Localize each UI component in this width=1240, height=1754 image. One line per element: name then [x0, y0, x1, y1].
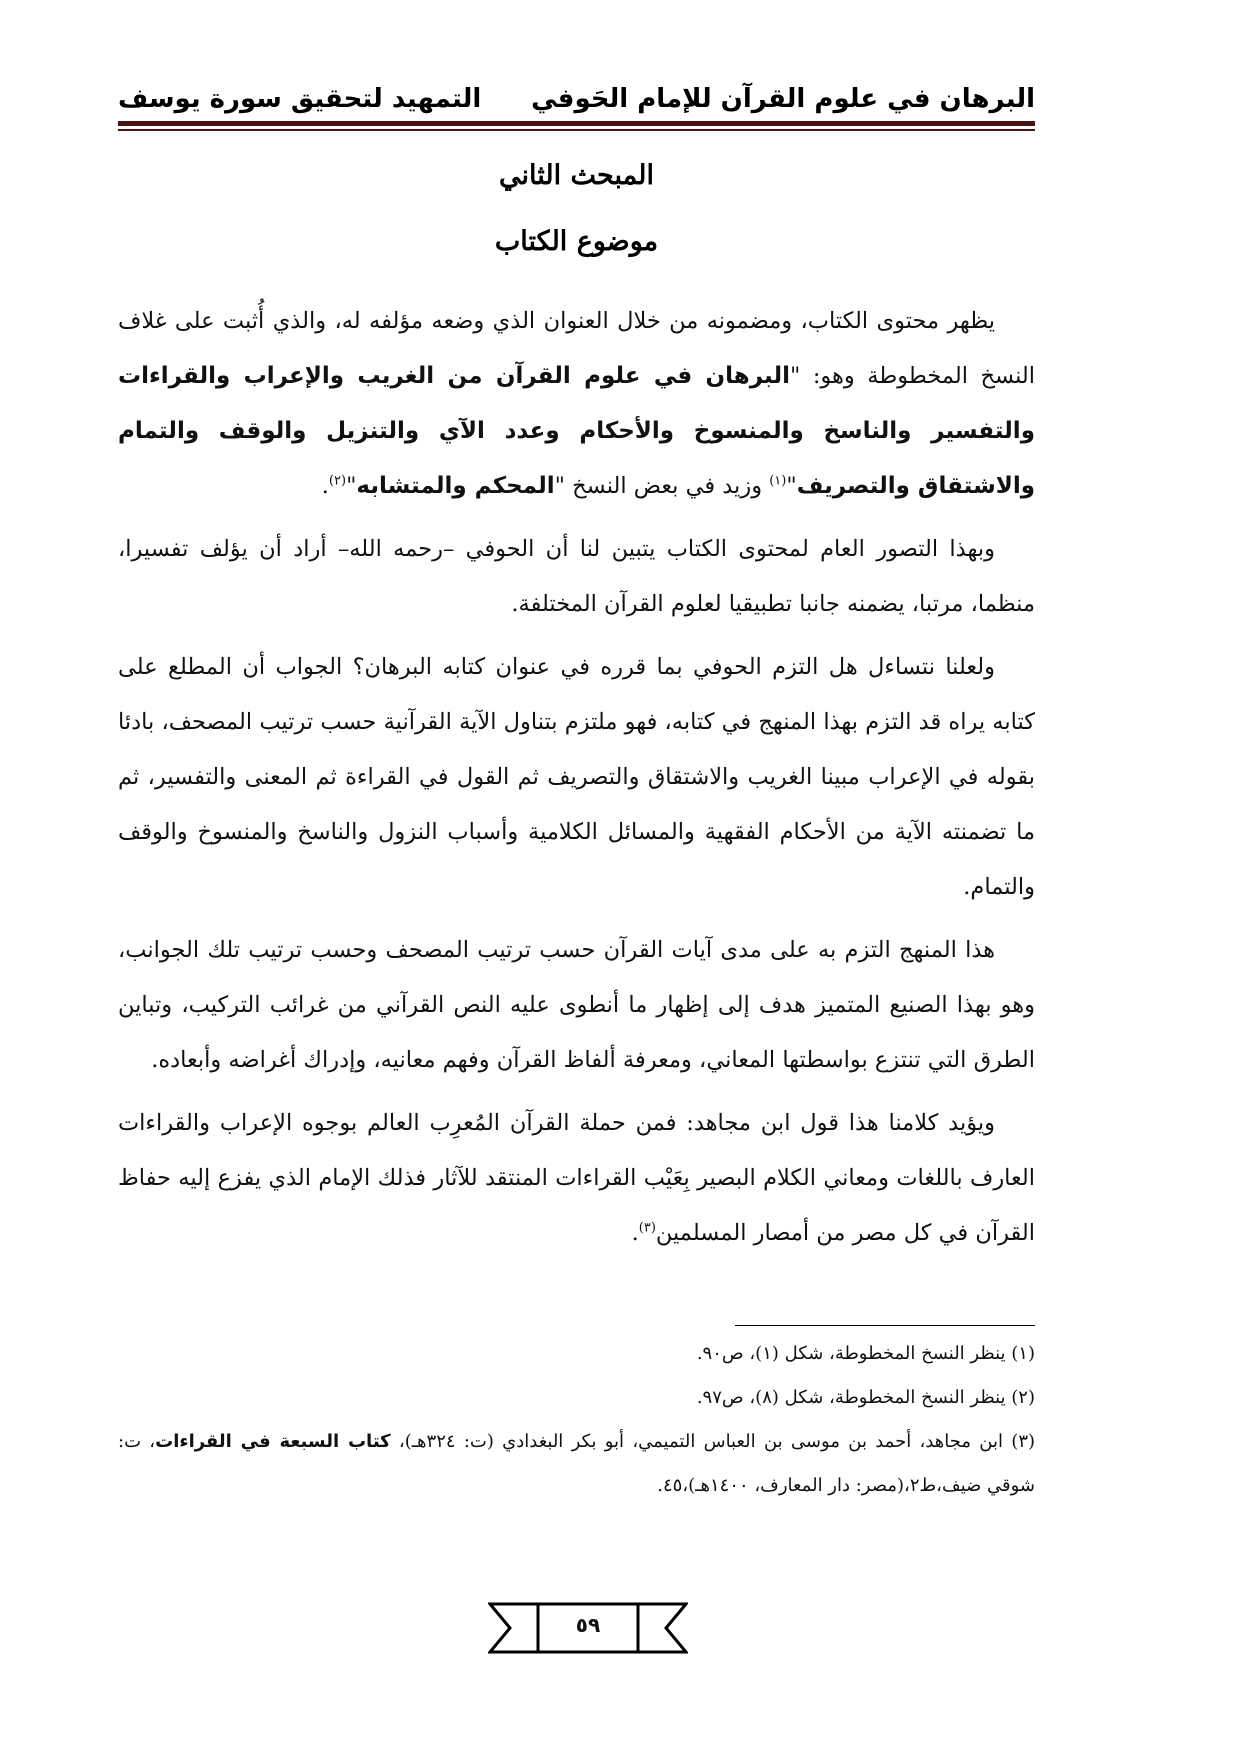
paragraph-5: [118, 1096, 1035, 1261]
footnote-1: (١) ينظر النسخ المخطوطة، شكل (١)، ص٩٠.: [696, 1343, 1035, 1364]
header-rule-thin: [118, 129, 1035, 131]
p1-middle: وزيد في بعض النسخ ": [554, 473, 770, 499]
footnote-3-book-title: كتاب السبعة في القراءات: [155, 1431, 391, 1452]
footnote-ref-3[interactable]: (٣): [638, 1220, 656, 1236]
p1-quote-close: ": [786, 473, 797, 499]
footnote-3-start: (٣) ابن مجاهد، أحمد بن موسى بن العباس التميمي، أبو بكر البغدادي (ت: ٣٢٤هـ)،: [390, 1431, 1036, 1452]
paragraph-3: ولعلنا نتساءل هل التزم الحوفي بما قرره في عنوان كتابه البرهان؟ الجواب أن المطلع على كتابه يراه قد التزم بهذا المنهج في كتابه، فهو ملتزم بتناول الآية القرآنية حسب ترتيب المصحف، بادئا بقوله في الإعراب مبينا الغريب والاشتقاق والتصريف ثم القول في القراءة ثم المعنى والتفسير، ثم ما تضمنته الآية من الأحكام الفقهية والمسائل الكلامية وأسباب النزول والناسخ والمنسوخ والوقف والتمام.: [118, 654, 1035, 900]
footnote-2: (٢) ينظر النسخ المخطوطة، شكل (٨)، ص٩٧.: [696, 1387, 1035, 1408]
p1-added-title: المحكم والمتشابه: [356, 473, 555, 499]
footnotes: [118, 1332, 1035, 1508]
section-subheading: موضوع الكتاب: [494, 226, 659, 257]
body-text: [118, 294, 1035, 1269]
footnote-ref-2[interactable]: (٢): [328, 473, 347, 489]
page-number: ٥٩: [575, 1613, 601, 1637]
book-title: البرهان في علوم القرآن للإمام الحَوفي: [531, 84, 1035, 114]
footnote-separator: [735, 1325, 1035, 1326]
paragraph-1: [118, 294, 1035, 514]
p1-intro: يظهر محتوى الكتاب، ومضمونه من خلال العنوان الذي وضعه مؤلفه له، والذي أُثبت على غلاف النسخ المخطوطة وهو: ": [118, 308, 1035, 389]
running-header: [118, 68, 1035, 114]
p1-book-full-title: البرهان في علوم القرآن من الغريب والإعراب والقراءات والتفسير والناسخ والمنسوخ والأحكام وعدد الآي والتنزيل والوقف والتمام والاشتقاق والتصريف: [118, 363, 1035, 499]
footnote-ref-1[interactable]: (١): [769, 473, 787, 489]
chapter-title: التمهيد لتحقيق سورة يوسف: [118, 84, 482, 114]
p5-text: ويؤيد كلامنا هذا قول ابن مجاهد: فمن حملة القرآن المُعرِب العالم بوجوه الإعراب والقراءات العارف باللغات ومعاني الكلام البصير بِعَيْب القراءات المنتقد للآثار فذلك الإمام الذي يفزع إليه حفاظ القرآن في كل مصر من أمصار المسلمين: [118, 1110, 1035, 1246]
footnote-3-end: ، ت: شوقي ضيف،ط٢،(مصر: دار المعارف، ١٤٠٠هـ)،٤٥.: [118, 1431, 1035, 1496]
footnote-3: [118, 1420, 1035, 1508]
p5-end: .: [631, 1220, 639, 1246]
paragraph-2: وبهذا التصور العام لمحتوى الكتاب يتبين لنا أن الحوفي –رحمه الله– أراد أن يؤلف تفسيرا، منظما، مرتبا، يضمنه جانبا تطبيقيا لعلوم القرآن المختلفة.: [118, 536, 1035, 617]
header-rule-thick: [118, 121, 1035, 126]
p1-quote-close-2: ": [346, 473, 357, 499]
p1-end: .: [321, 473, 329, 499]
paragraph-4: هذا المنهج التزم به على مدى آيات القرآن حسب ترتيب المصحف وحسب ترتيب تلك الجوانب، وهو بهذا الصنيع المتميز هدف إلى إظهار ما أنطوى عليه النص القرآني من غرائب التركيب، وتباين الطرق التي تنتزع بواسطتها المعاني، ومعرفة ألفاظ القرآن وفهم معانيه، وإدراك أغراضه وأبعاده.: [118, 937, 1035, 1073]
section-heading: المبحث الثاني: [499, 160, 654, 191]
